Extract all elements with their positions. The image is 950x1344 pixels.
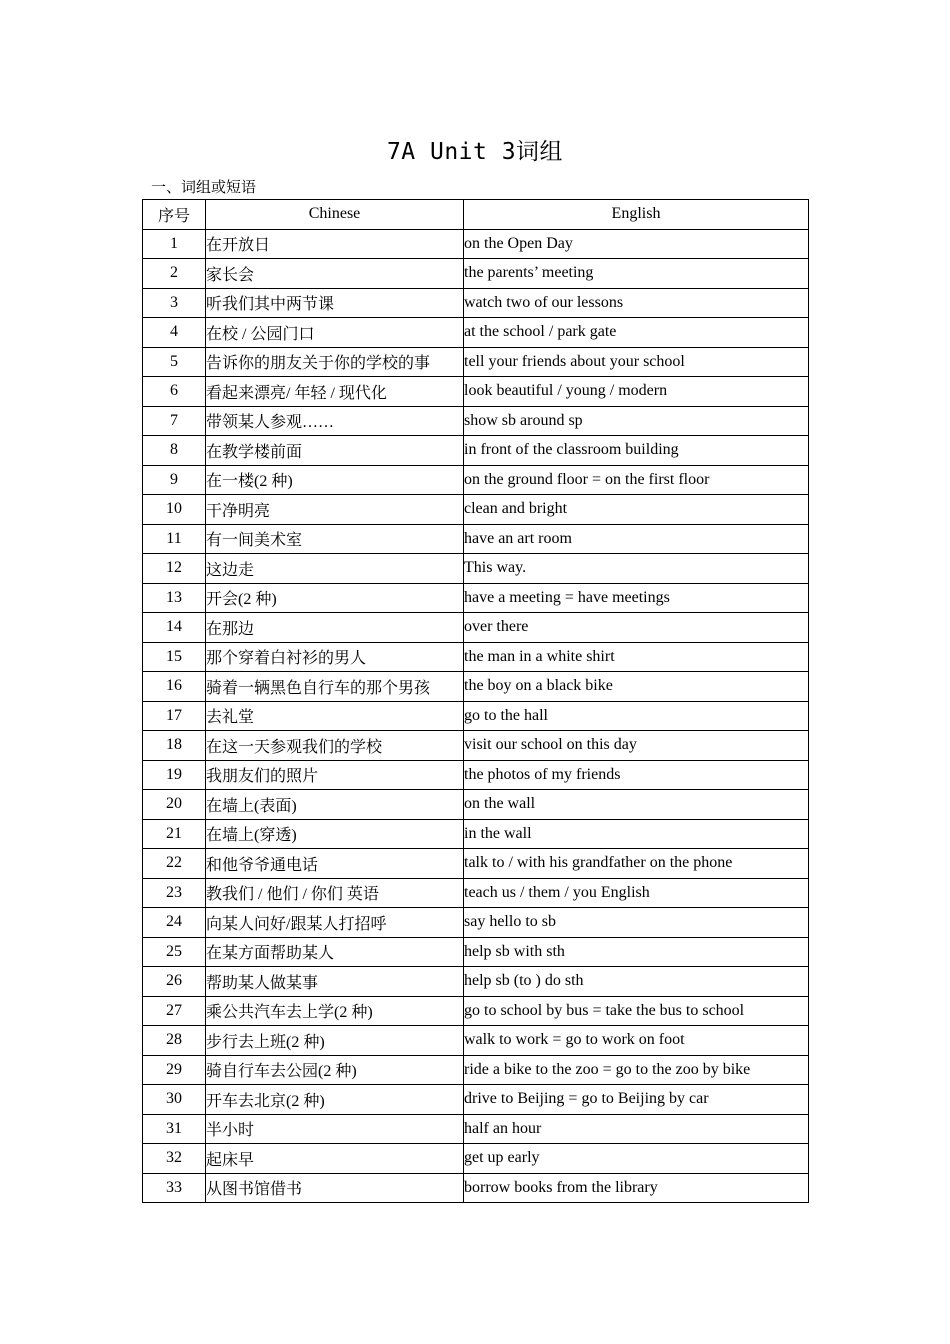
chinese-phrase: 在这一天参观我们的学校 bbox=[206, 731, 464, 761]
table-row bbox=[143, 524, 809, 554]
chinese-phrase: 有一间美术室 bbox=[206, 524, 464, 554]
row-number: 6 bbox=[143, 377, 206, 407]
table-row bbox=[143, 967, 809, 997]
row-number: 9 bbox=[143, 465, 206, 495]
english-phrase: show sb around sp bbox=[464, 406, 809, 436]
table-row bbox=[143, 672, 809, 702]
table-row bbox=[143, 760, 809, 790]
english-phrase: talk to / with his grandfather on the phone bbox=[464, 849, 809, 879]
table-row bbox=[143, 406, 809, 436]
english-phrase: say hello to sb bbox=[464, 908, 809, 938]
row-number: 13 bbox=[143, 583, 206, 613]
table-row bbox=[143, 849, 809, 879]
english-phrase: the man in a white shirt bbox=[464, 642, 809, 672]
chinese-phrase: 在教学楼前面 bbox=[206, 436, 464, 466]
chinese-phrase: 去礼堂 bbox=[206, 701, 464, 731]
chinese-phrase: 这边走 bbox=[206, 554, 464, 584]
table-row bbox=[143, 790, 809, 820]
row-number: 32 bbox=[143, 1144, 206, 1174]
english-phrase: go to school by bus = take the bus to school bbox=[464, 996, 809, 1026]
row-number: 16 bbox=[143, 672, 206, 702]
chinese-phrase: 和他爷爷通电话 bbox=[206, 849, 464, 879]
english-phrase: watch two of our lessons bbox=[464, 288, 809, 318]
table-row bbox=[143, 229, 809, 259]
header-chinese: Chinese bbox=[206, 200, 464, 230]
english-phrase: look beautiful / young / modern bbox=[464, 377, 809, 407]
chinese-phrase: 在墙上(表面) bbox=[206, 790, 464, 820]
english-phrase: on the Open Day bbox=[464, 229, 809, 259]
table-row bbox=[143, 701, 809, 731]
english-phrase: the photos of my friends bbox=[464, 760, 809, 790]
row-number: 1 bbox=[143, 229, 206, 259]
chinese-phrase: 听我们其中两节课 bbox=[206, 288, 464, 318]
row-number: 30 bbox=[143, 1085, 206, 1115]
chinese-phrase: 骑着一辆黑色自行车的那个男孩 bbox=[206, 672, 464, 702]
row-number: 28 bbox=[143, 1026, 206, 1056]
chinese-phrase: 开会(2 种) bbox=[206, 583, 464, 613]
english-phrase: drive to Beijing = go to Beijing by car bbox=[464, 1085, 809, 1115]
table-row bbox=[143, 613, 809, 643]
row-number: 27 bbox=[143, 996, 206, 1026]
english-phrase: on the wall bbox=[464, 790, 809, 820]
chinese-phrase: 在那边 bbox=[206, 613, 464, 643]
english-phrase: the boy on a black bike bbox=[464, 672, 809, 702]
row-number: 24 bbox=[143, 908, 206, 938]
english-phrase: tell your friends about your school bbox=[464, 347, 809, 377]
row-number: 14 bbox=[143, 613, 206, 643]
english-phrase: borrow books from the library bbox=[464, 1173, 809, 1203]
table-body bbox=[143, 229, 809, 1203]
english-phrase: over there bbox=[464, 613, 809, 643]
english-phrase: have an art room bbox=[464, 524, 809, 554]
chinese-phrase: 起床早 bbox=[206, 1144, 464, 1174]
row-number: 26 bbox=[143, 967, 206, 997]
table-row bbox=[143, 1055, 809, 1085]
row-number: 33 bbox=[143, 1173, 206, 1203]
chinese-phrase: 在某方面帮助某人 bbox=[206, 937, 464, 967]
english-phrase: walk to work = go to work on foot bbox=[464, 1026, 809, 1056]
table-row bbox=[143, 1085, 809, 1115]
row-number: 2 bbox=[143, 259, 206, 289]
row-number: 21 bbox=[143, 819, 206, 849]
row-number: 19 bbox=[143, 760, 206, 790]
english-phrase: have a meeting = have meetings bbox=[464, 583, 809, 613]
header-number: 序号 bbox=[143, 200, 206, 230]
english-phrase: ride a bike to the zoo = go to the zoo by bike bbox=[464, 1055, 809, 1085]
chinese-phrase: 步行去上班(2 种) bbox=[206, 1026, 464, 1056]
english-phrase: in the wall bbox=[464, 819, 809, 849]
row-number: 7 bbox=[143, 406, 206, 436]
chinese-phrase: 看起来漂亮/ 年轻 / 现代化 bbox=[206, 377, 464, 407]
english-phrase: This way. bbox=[464, 554, 809, 584]
table-row bbox=[143, 583, 809, 613]
header-english: English bbox=[464, 200, 809, 230]
table-row bbox=[143, 347, 809, 377]
english-phrase: go to the hall bbox=[464, 701, 809, 731]
table-row bbox=[143, 1114, 809, 1144]
chinese-phrase: 我朋友们的照片 bbox=[206, 760, 464, 790]
table-row bbox=[143, 996, 809, 1026]
chinese-phrase: 开车去北京(2 种) bbox=[206, 1085, 464, 1115]
chinese-phrase: 从图书馆借书 bbox=[206, 1173, 464, 1203]
chinese-phrase: 帮助某人做某事 bbox=[206, 967, 464, 997]
vocabulary-table bbox=[142, 199, 809, 1203]
row-number: 18 bbox=[143, 731, 206, 761]
chinese-phrase: 教我们 / 他们 / 你们 英语 bbox=[206, 878, 464, 908]
row-number: 20 bbox=[143, 790, 206, 820]
chinese-phrase: 告诉你的朋友关于你的学校的事 bbox=[206, 347, 464, 377]
english-phrase: teach us / them / you English bbox=[464, 878, 809, 908]
row-number: 11 bbox=[143, 524, 206, 554]
table-row bbox=[143, 731, 809, 761]
chinese-phrase: 骑自行车去公园(2 种) bbox=[206, 1055, 464, 1085]
section-heading: 一、词组或短语 bbox=[151, 178, 257, 196]
row-number: 17 bbox=[143, 701, 206, 731]
row-number: 23 bbox=[143, 878, 206, 908]
table-header-row bbox=[143, 200, 809, 230]
table-row bbox=[143, 318, 809, 348]
chinese-phrase: 干净明亮 bbox=[206, 495, 464, 525]
row-number: 25 bbox=[143, 937, 206, 967]
english-phrase: visit our school on this day bbox=[464, 731, 809, 761]
chinese-phrase: 在一楼(2 种) bbox=[206, 465, 464, 495]
chinese-phrase: 向某人问好/跟某人打招呼 bbox=[206, 908, 464, 938]
chinese-phrase: 家长会 bbox=[206, 259, 464, 289]
english-phrase: clean and bright bbox=[464, 495, 809, 525]
english-phrase: at the school / park gate bbox=[464, 318, 809, 348]
table-row bbox=[143, 495, 809, 525]
english-phrase: on the ground floor = on the first floor bbox=[464, 465, 809, 495]
row-number: 8 bbox=[143, 436, 206, 466]
table-row bbox=[143, 377, 809, 407]
table-row bbox=[143, 1026, 809, 1056]
english-phrase: in front of the classroom building bbox=[464, 436, 809, 466]
chinese-phrase: 在校 / 公园门口 bbox=[206, 318, 464, 348]
english-phrase: half an hour bbox=[464, 1114, 809, 1144]
chinese-phrase: 在开放日 bbox=[206, 229, 464, 259]
table-row bbox=[143, 465, 809, 495]
row-number: 15 bbox=[143, 642, 206, 672]
row-number: 22 bbox=[143, 849, 206, 879]
table-row bbox=[143, 554, 809, 584]
chinese-phrase: 乘公共汽车去上学(2 种) bbox=[206, 996, 464, 1026]
table-row bbox=[143, 288, 809, 318]
table-row bbox=[143, 878, 809, 908]
chinese-phrase: 带领某人参观…… bbox=[206, 406, 464, 436]
table-row bbox=[143, 1144, 809, 1174]
row-number: 29 bbox=[143, 1055, 206, 1085]
row-number: 3 bbox=[143, 288, 206, 318]
table-row bbox=[143, 908, 809, 938]
table-row bbox=[143, 819, 809, 849]
chinese-phrase: 那个穿着白衬衫的男人 bbox=[206, 642, 464, 672]
table-row bbox=[143, 642, 809, 672]
page-title: 7A Unit 3词组 bbox=[386, 139, 564, 165]
english-phrase: help sb with sth bbox=[464, 937, 809, 967]
row-number: 12 bbox=[143, 554, 206, 584]
chinese-phrase: 在墙上(穿透) bbox=[206, 819, 464, 849]
row-number: 10 bbox=[143, 495, 206, 525]
row-number: 4 bbox=[143, 318, 206, 348]
row-number: 5 bbox=[143, 347, 206, 377]
chinese-phrase: 半小时 bbox=[206, 1114, 464, 1144]
english-phrase: get up early bbox=[464, 1144, 809, 1174]
english-phrase: help sb (to ) do sth bbox=[464, 967, 809, 997]
table-row bbox=[143, 1173, 809, 1203]
english-phrase: the parents’ meeting bbox=[464, 259, 809, 289]
table-row bbox=[143, 937, 809, 967]
table-row bbox=[143, 436, 809, 466]
table-row bbox=[143, 259, 809, 289]
row-number: 31 bbox=[143, 1114, 206, 1144]
